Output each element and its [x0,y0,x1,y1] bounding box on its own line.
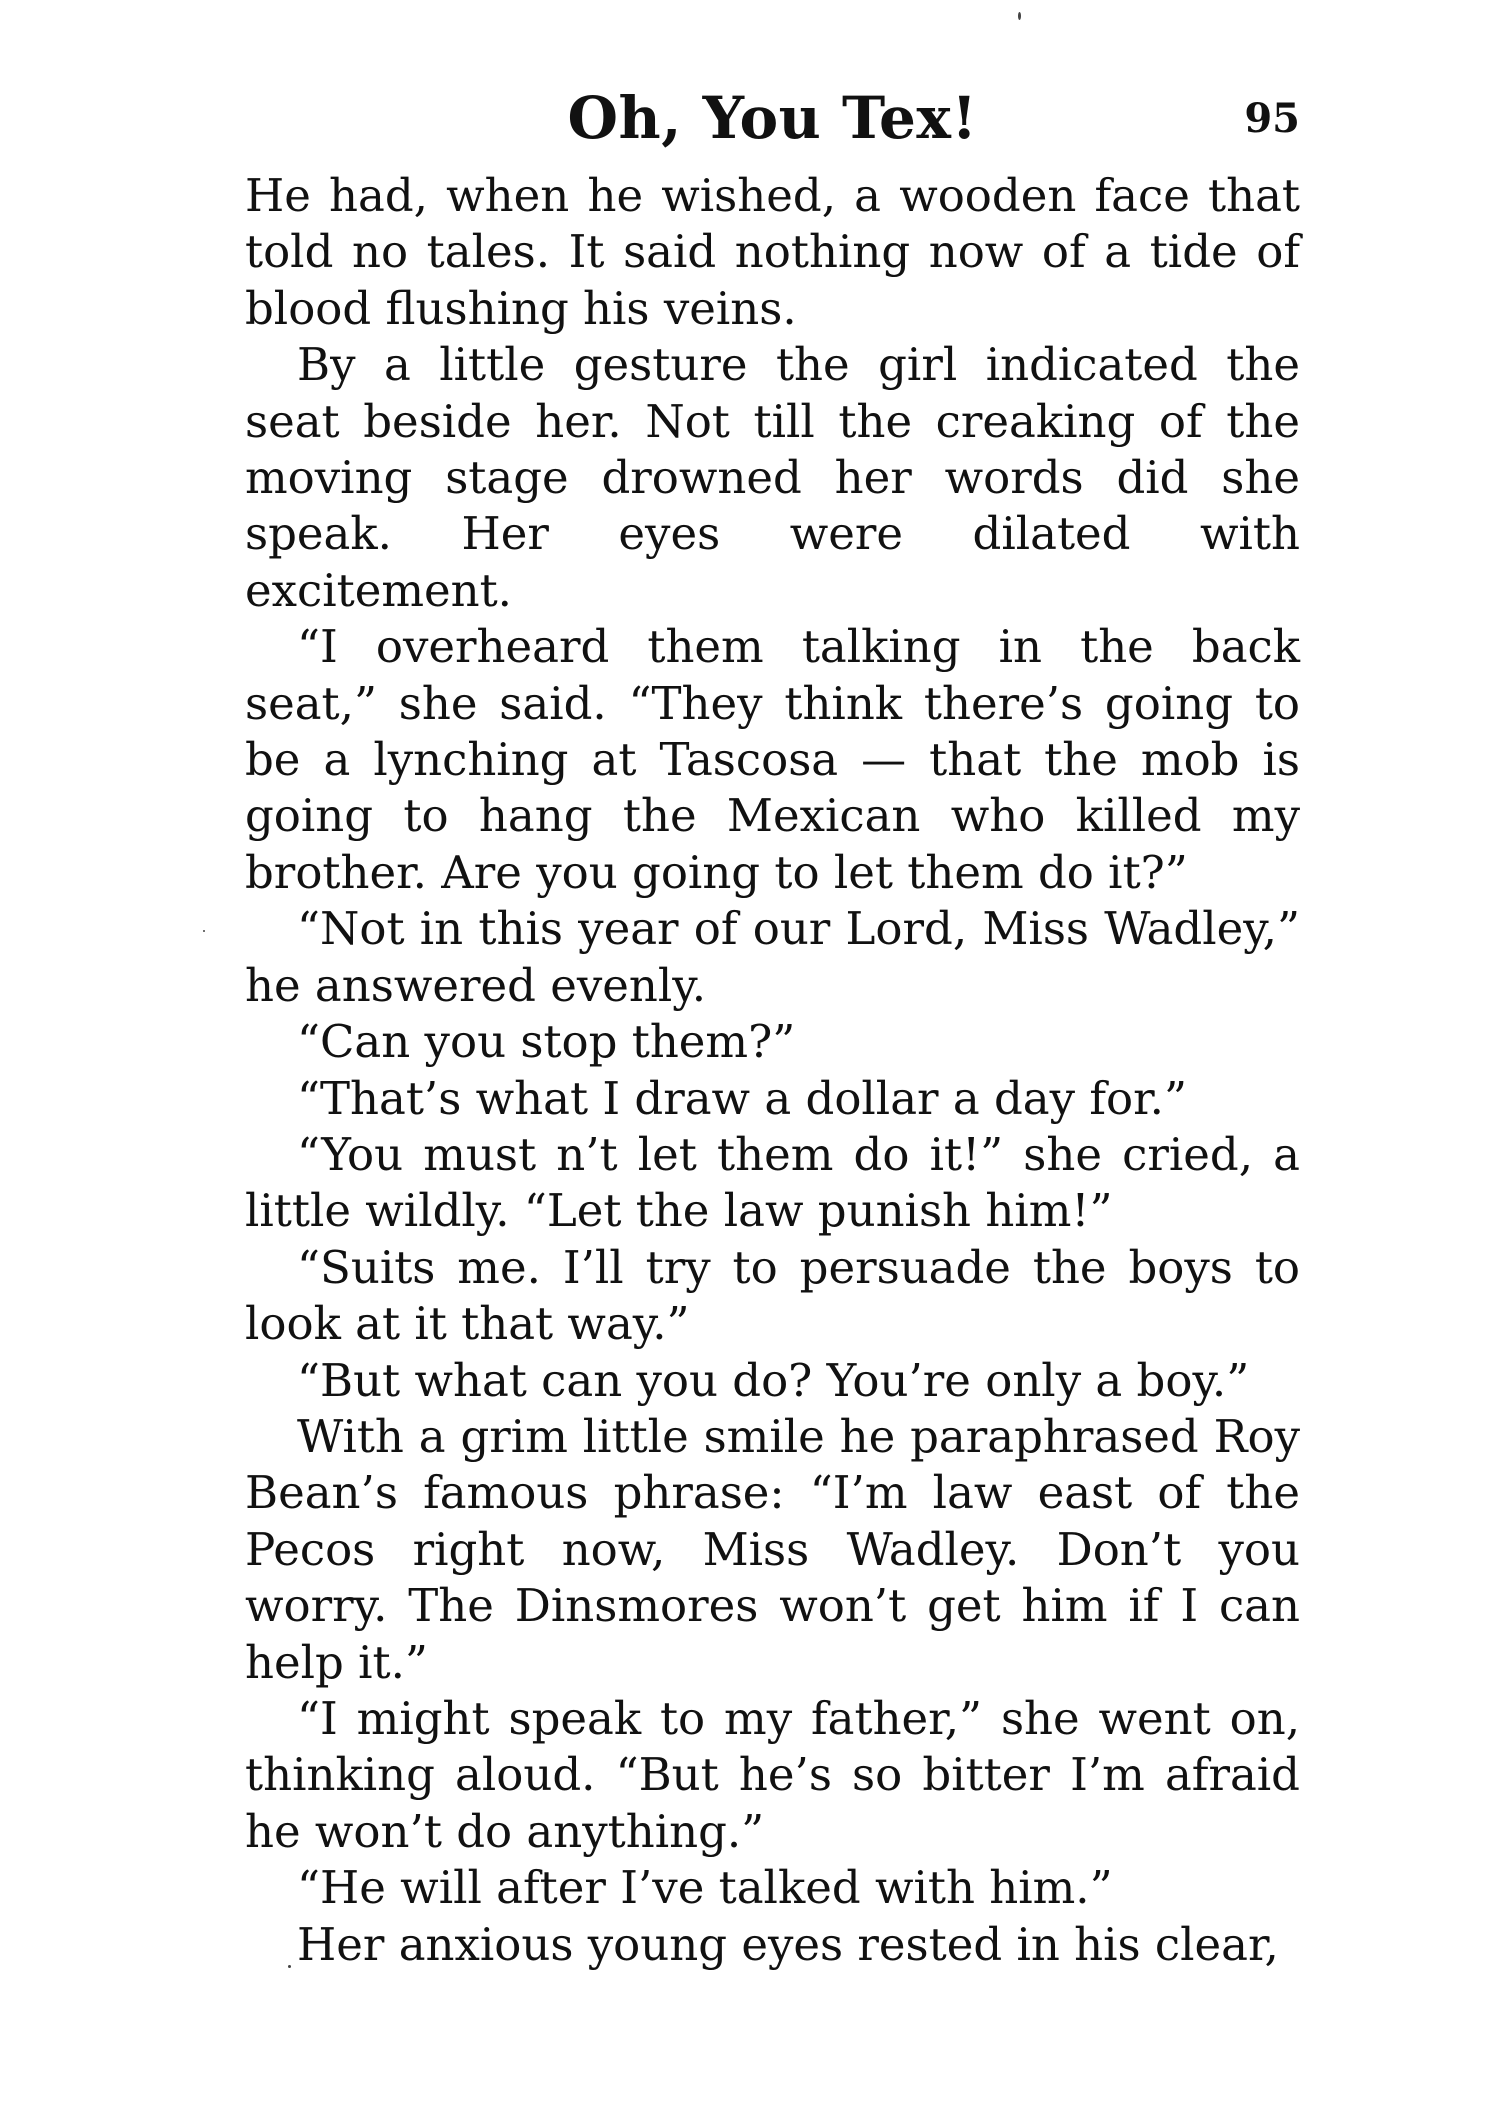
paragraph: “But what can you do? You’re only a boy.” [297,1353,1250,1407]
paragraph: “He will after I’ve talked with him.” [297,1861,1113,1915]
body-text [245,168,1300,1973]
scan-speck [1018,12,1021,20]
paragraph: “Not in this year of our Lord, Miss Wadley,” he answered evenly. [245,902,1300,1012]
paragraph: “Can you stop them?” [297,1015,796,1069]
paragraph: With a grim little smile he paraphrased Roy Bean’s famous phrase: “I’m law east of the Pecos right now, Miss Wadley. Don’t you worry. The Dinsmores won’t get him if I can help it.” [245,1409,1300,1689]
paragraph: “You must n’t let them do it!” she cried, a little wildly. “Let the law punish him!” [245,1127,1300,1238]
paragraph: He had, when he wished, a wooden face that told no tales. It said nothing now of a tide of blood flushing his veins. [245,169,1300,335]
paragraph: By a little gesture the girl indicated the seat beside her. Not till the creaking of the moving stage drowned her words did she speak. Her eyes were dilated with excitement. [245,338,1300,617]
scan-speck [203,930,205,932]
running-head [245,78,1300,158]
paragraph: Her anxious young eyes rested in his clear, [297,1917,1279,1971]
paragraph: “I overheard them talking in the back seat,” she said. “They think there’s going to be a lynching at Tascosa — that the mob is going to hang the Mexican who killed my brother. Are you going to let them do it?” [245,620,1300,899]
book-title: Oh, You Tex! [567,84,978,152]
paragraph: “Suits me. I’ll try to persuade the boys to look at it that way.” [245,1240,1300,1351]
page-number: 95 [1244,95,1300,142]
paragraph: “That’s what I draw a dollar a day for.” [297,1071,1187,1125]
paragraph: “I might speak to my father,” she went on, thinking aloud. “But he’s so bitter I’m afraid he won’t do anything.” [245,1691,1300,1858]
scan-speck [288,1965,291,1968]
